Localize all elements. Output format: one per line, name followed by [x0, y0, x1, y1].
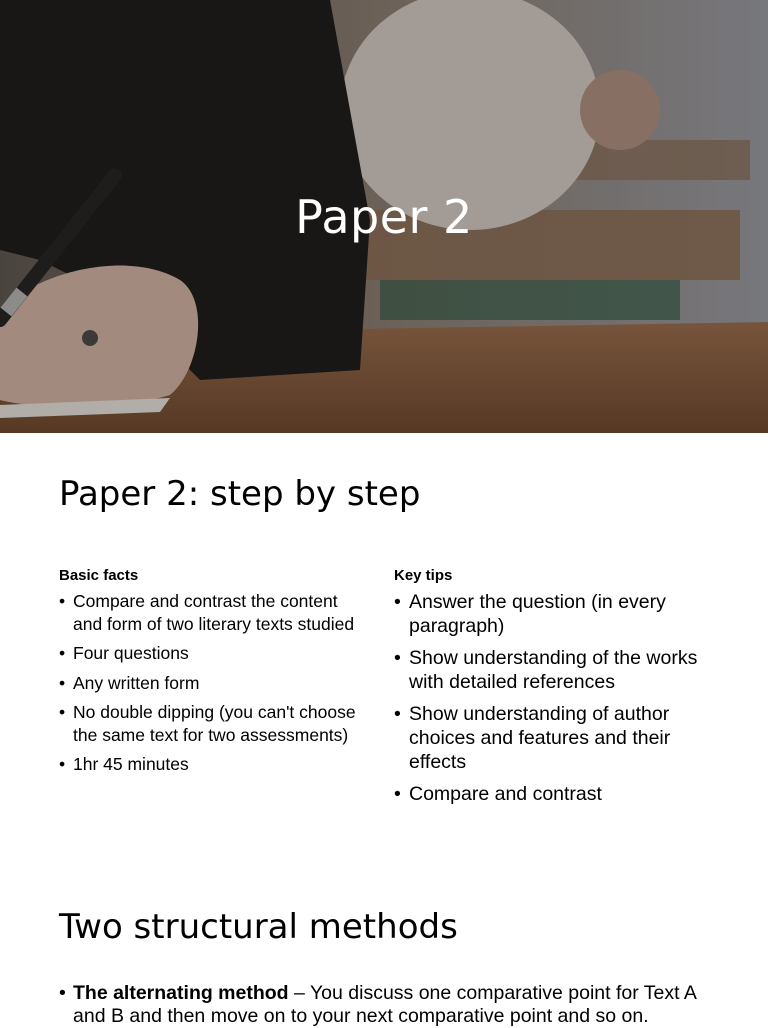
bullet-icon: •: [59, 702, 66, 722]
key-tips-heading: Key tips: [394, 567, 453, 584]
list-item-text: No double dipping (you can't choose the same text for two assessments): [73, 702, 356, 745]
bullet-icon: •: [59, 982, 66, 1004]
bullet-icon: •: [59, 643, 66, 663]
alternating-method-item: [59, 982, 719, 1028]
slide-title-structural-methods: Two structural methods: [59, 907, 458, 947]
list-item-text: Compare and contrast the content and form of two literary texts studied: [73, 591, 355, 634]
basic-facts-heading: Basic facts: [59, 567, 139, 584]
list-item-text: 1hr 45 minutes: [73, 754, 189, 774]
key-tips-list: [394, 590, 714, 806]
list-item: [394, 646, 714, 694]
list-item: [59, 590, 369, 635]
list-item-text: Four questions: [73, 643, 189, 663]
bullet-icon: •: [394, 647, 401, 669]
list-item-text: Show understanding of the works with detailed references: [409, 647, 698, 693]
list-item-text: [59, 982, 719, 1028]
list-item: [59, 753, 369, 776]
list-item: [394, 590, 714, 638]
list-item-text: Any written form: [73, 672, 200, 693]
bullet-icon: •: [394, 591, 401, 613]
list-item: [59, 672, 369, 695]
bullet-icon: •: [59, 672, 66, 693]
list-item: [59, 642, 369, 665]
basic-facts-list: [59, 590, 369, 776]
list-item: [394, 702, 714, 774]
slide-title-step-by-step: Paper 2: step by step: [59, 474, 421, 514]
hero-slide: [0, 0, 768, 433]
bullet-icon: •: [59, 754, 66, 774]
list-item-text: Compare and contrast: [409, 783, 602, 805]
bullet-icon: •: [394, 783, 401, 805]
bullet-icon: •: [59, 591, 66, 611]
method-description: – You discuss one comparative point for Text A and B and then move on to your next comparative point and so on.: [73, 982, 696, 1027]
hero-title: Paper 2: [295, 190, 473, 244]
key-tips-column: [394, 567, 714, 814]
list-item: [59, 701, 369, 746]
list-item-text: Answer the question (in every paragraph): [409, 591, 666, 637]
bullet-icon: •: [394, 703, 401, 725]
list-item: [394, 782, 714, 806]
basic-facts-column: [59, 567, 369, 783]
list-item-text: Show understanding of author choices and features and their effects: [409, 703, 671, 773]
method-name: The alternating method: [73, 982, 289, 1004]
